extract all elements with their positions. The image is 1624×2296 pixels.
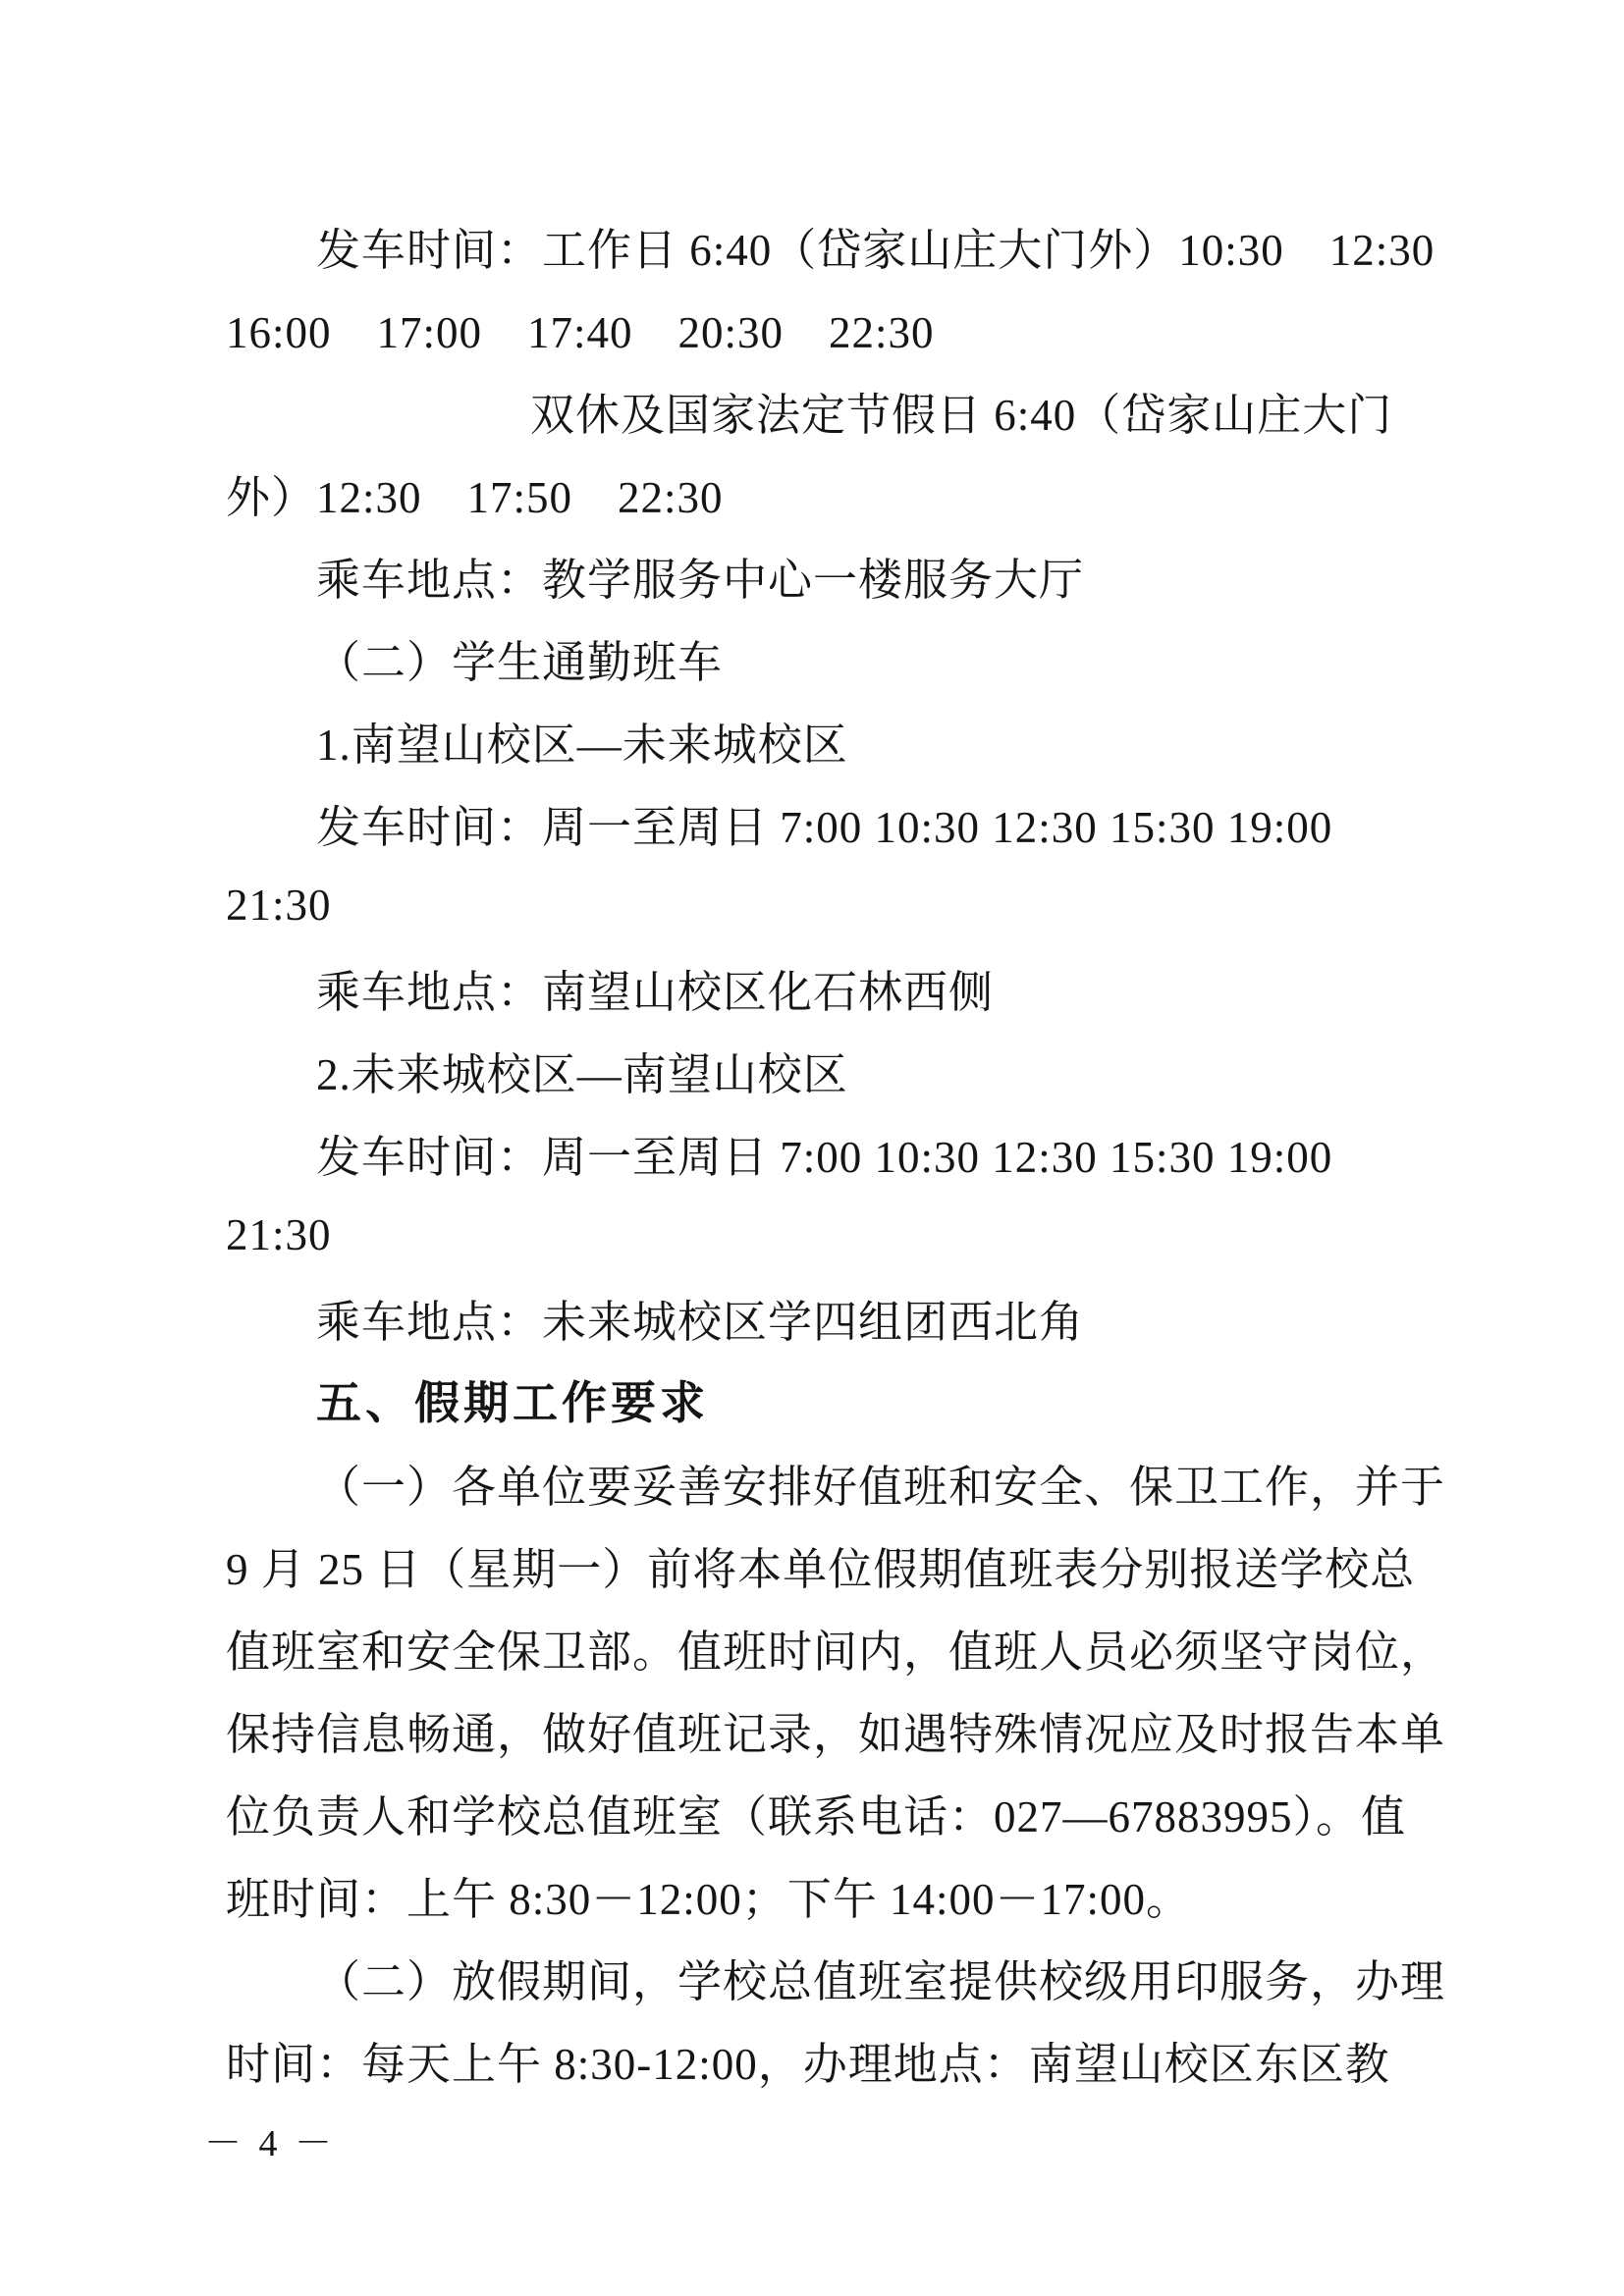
doc-line-route-2-boarding-location: 乘车地点：未来城校区学四组团西北角	[316, 1297, 1085, 1347]
doc-line-requirement-1-phone: 位负责人和学校总值班室（联系电话：027—67883995）。值	[226, 1791, 1407, 1842]
doc-line-route-1-departure-times: 发车时间：周一至周日 7:00 10:30 12:30 15:30 19:00	[316, 802, 1333, 852]
doc-line-route-1-boarding-location: 乘车地点：南望山校区化石林西侧	[316, 967, 995, 1017]
doc-line-requirement-2-hours-location: 时间：每天上午 8:30-12:00，办理地点：南望山校区东区教	[226, 2039, 1390, 2089]
doc-line-requirement-1-start: （一）各单位要妥善安排好值班和安全、保卫工作，并于	[316, 1462, 1446, 1512]
doc-line-route-1-times-continued: 21:30	[226, 881, 332, 930]
doc-line-route-2-departure-times: 发车时间：周一至周日 7:00 10:30 12:30 15:30 19:00	[316, 1132, 1333, 1182]
doc-line-route-1-title: 1.南望山校区—未来城校区	[316, 720, 848, 770]
doc-line-route-2-times-continued: 21:30	[226, 1210, 332, 1259]
section-heading-holiday-work-requirements: 五、假期工作要求	[316, 1377, 709, 1428]
doc-line-route-2-title: 2.未来城校区—南望山校区	[316, 1049, 848, 1099]
doc-line-requirement-1-keep-contact: 保持信息畅通，做好值班记录，如遇特殊情况应及时报告本单	[226, 1709, 1446, 1759]
doc-line-workday-times-continued: 16:00 17:00 17:40 20:30 22:30	[226, 307, 935, 357]
doc-line-requirement-1-deadline: 9 月 25 日（星期一）前将本单位假期值班表分别报送学校总	[226, 1544, 1416, 1594]
doc-line-weekend-holiday-times: 双休及国家法定节假日 6:40（岱家山庄大门	[530, 390, 1393, 440]
doc-line-weekend-times-continued: 外）12:30 17:50 22:30	[226, 472, 724, 522]
doc-line-requirement-1-duty-room: 值班室和安全保卫部。值班时间内，值班人员必须坚守岗位，	[226, 1627, 1446, 1677]
page-number: － 4 －	[204, 2123, 337, 2164]
doc-line-requirement-2-start: （二）放假期间，学校总值班室提供校级用印服务，办理	[316, 1956, 1446, 2006]
doc-line-requirement-1-duty-hours: 班时间：上午 8:30－12:00；下午 14:00－17:00。	[226, 1874, 1192, 1924]
doc-line-departure-times-workday: 发车时间：工作日 6:40（岱家山庄大门外）10:30 12:30	[316, 225, 1435, 275]
doc-line-boarding-location-teaching-center: 乘车地点：教学服务中心一楼服务大厅	[316, 555, 1085, 605]
document-body	[226, 204, 1446, 2101]
doc-line-subsection-student-shuttle: （二）学生通勤班车	[316, 637, 724, 687]
